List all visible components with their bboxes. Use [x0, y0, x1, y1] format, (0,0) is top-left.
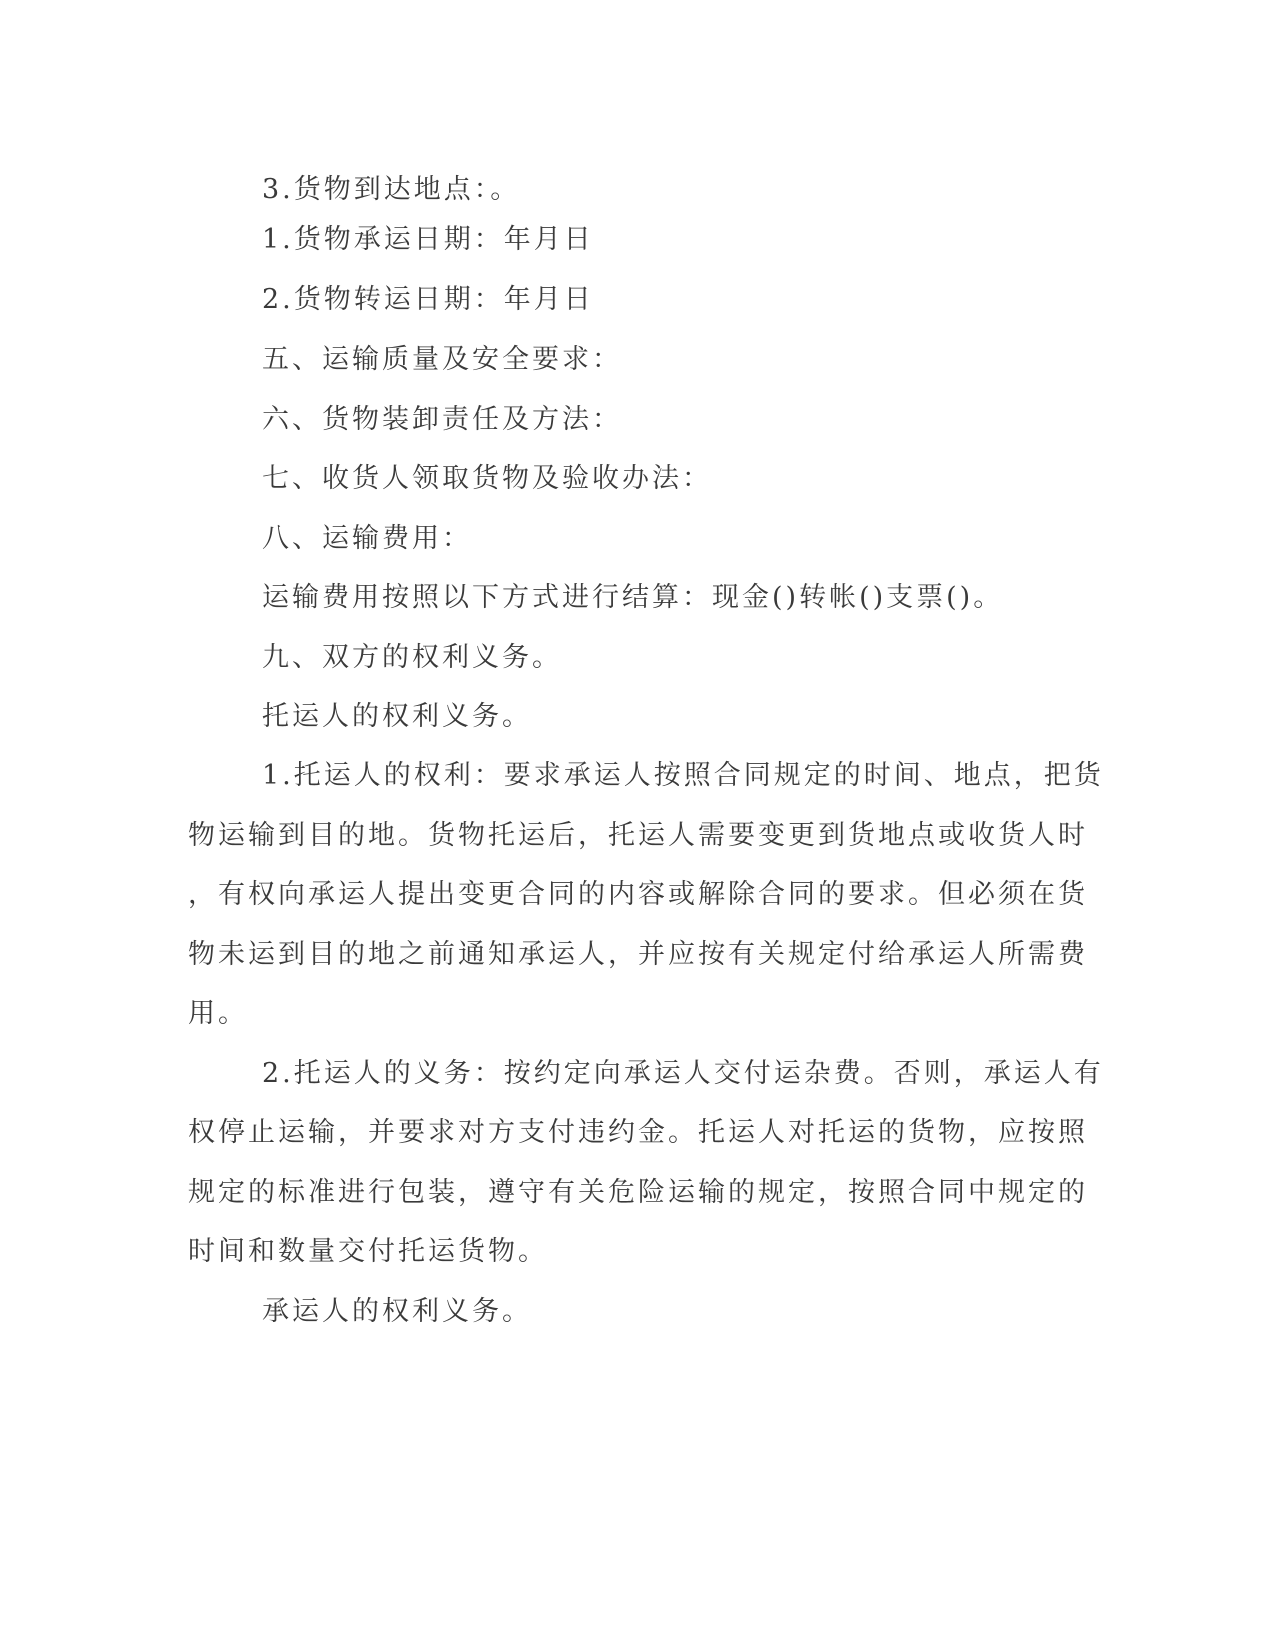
paragraph-line: 规定的标准进行包装，遵守有关危险运输的规定，按照合同中规定的 [188, 1177, 1088, 1208]
arrival-location-line: 3.货物到达地点：。 [262, 174, 521, 205]
paragraph-line: ，有权向承运人提出变更合同的内容或解除合同的要求。但必须在货 [188, 879, 1088, 910]
paragraph-line: 物未运到目的地之前通知承运人，并应按有关规定付给承运人所需费 [188, 939, 1088, 970]
transfer-date-line: 2.货物转运日期：年月日 [262, 284, 594, 315]
section-6-heading: 六、货物装卸责任及方法： [262, 404, 622, 435]
carrier-rights-heading: 承运人的权利义务。 [262, 1296, 532, 1327]
section-7-heading: 七、收货人领取货物及验收办法： [262, 463, 712, 494]
paragraph-line: 物运输到目的地。货物托运后，托运人需要变更到货地点或收货人时 [188, 820, 1088, 851]
paragraph-line: 用。 [188, 998, 248, 1029]
paragraph-line: 2.托运人的义务：按约定向承运人交付运杂费。否则，承运人有 [262, 1058, 1104, 1089]
paragraph-line: 权停止运输，并要求对方支付违约金。托运人对托运的货物，应按照 [188, 1117, 1088, 1148]
section-8-heading: 八、运输费用： [262, 523, 472, 554]
payment-method-line: 运输费用按照以下方式进行结算：现金()转帐()支票()。 [262, 582, 1004, 613]
section-5-heading: 五、运输质量及安全要求： [262, 344, 622, 375]
paragraph-line: 1.托运人的权利：要求承运人按照合同规定的时间、地点，把货 [262, 760, 1104, 791]
paragraph-line: 时间和数量交付托运货物。 [188, 1236, 548, 1267]
carriage-date-line: 1.货物承运日期：年月日 [262, 224, 594, 255]
section-9-heading: 九、双方的权利义务。 [262, 642, 562, 673]
shipper-rights-heading: 托运人的权利义务。 [262, 701, 532, 732]
